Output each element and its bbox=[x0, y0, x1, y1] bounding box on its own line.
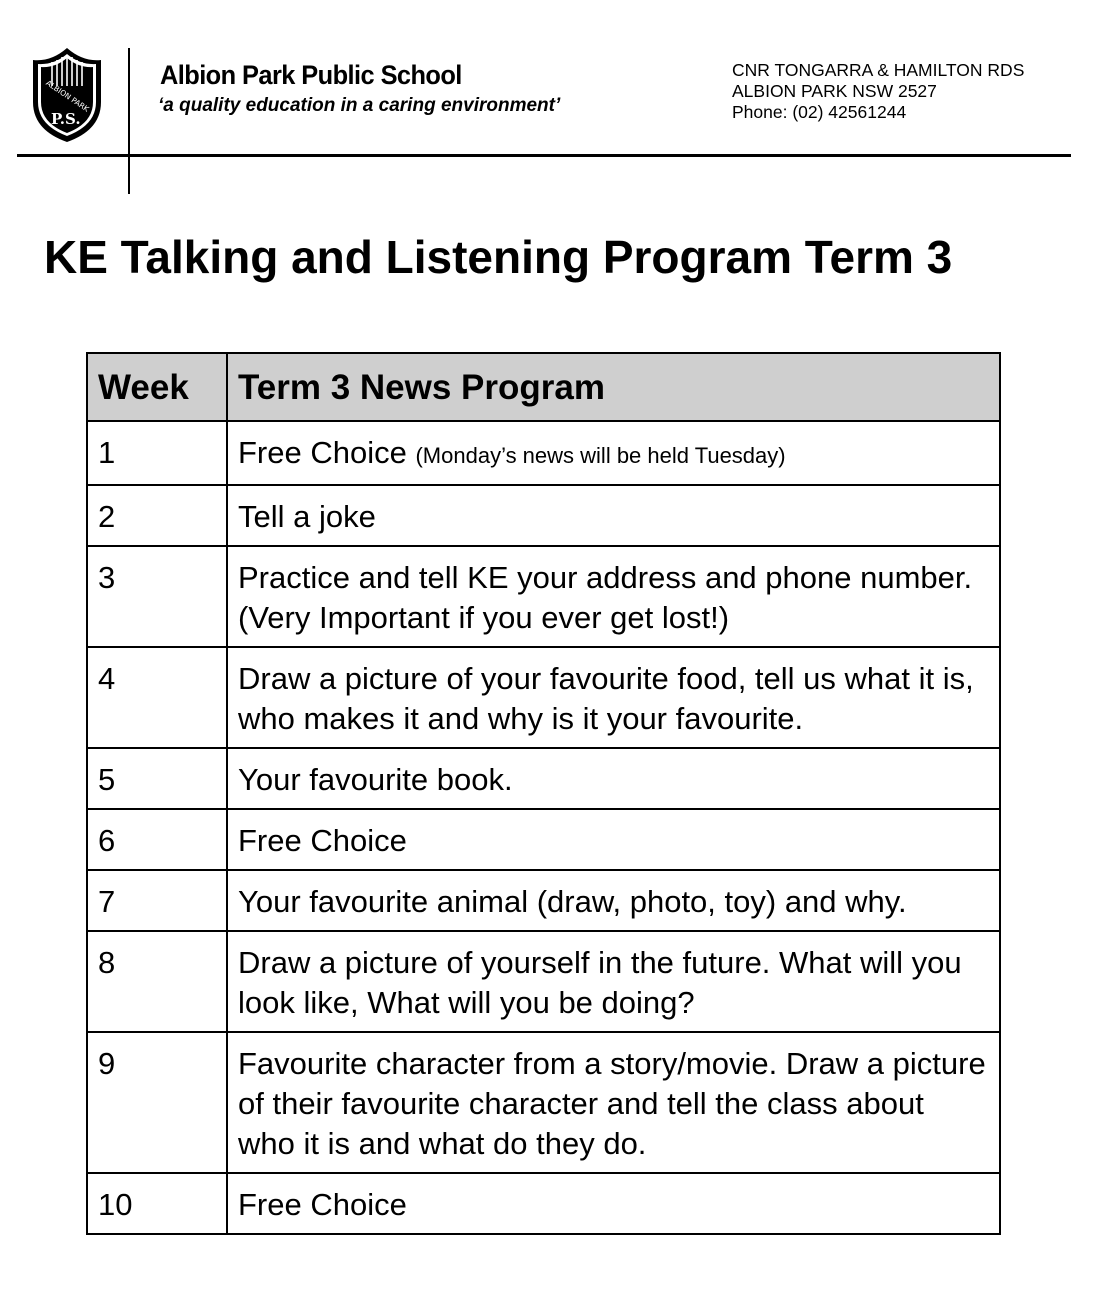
table-row bbox=[87, 931, 1000, 1032]
week-number: 4 bbox=[87, 647, 227, 748]
program-text: Practice and tell KE your address and phone number. (Very Important if you ever get lost!) bbox=[227, 546, 1000, 647]
program-text-main: Free Choice bbox=[238, 435, 407, 470]
table-row bbox=[87, 485, 1000, 546]
week-number: 2 bbox=[87, 485, 227, 546]
phone-line: Phone: (02) 42561244 bbox=[732, 102, 907, 122]
week-number: 8 bbox=[87, 931, 227, 1032]
program-text: Free Choice bbox=[227, 809, 1000, 870]
program-text: Draw a picture of your favourite food, tell us what it is, who makes it and why is it your favourite. bbox=[227, 647, 1000, 748]
news-program-table bbox=[86, 352, 1001, 1235]
table-header-row bbox=[87, 353, 1000, 421]
program-text: Favourite character from a story/movie. Draw a picture of their favourite character and tell the class about who it is and what do they do. bbox=[227, 1032, 1000, 1173]
week-number: 5 bbox=[87, 748, 227, 809]
table-row bbox=[87, 1032, 1000, 1173]
table-row bbox=[87, 809, 1000, 870]
program-text: Your favourite book. bbox=[227, 748, 1000, 809]
program-text: Draw a picture of yourself in the future. What will you look like, What will you be doing? bbox=[227, 931, 1000, 1032]
program-note: (Monday’s news will be held Tuesday) bbox=[415, 443, 786, 468]
school-name: Albion Park Public School bbox=[160, 60, 462, 90]
program-column-header: Term 3 News Program bbox=[227, 353, 1000, 421]
school-crest-icon bbox=[27, 46, 107, 144]
address-line: CNR TONGARRA & HAMILTON RDS bbox=[732, 60, 1025, 80]
school-motto: ‘a quality education in a caring environment’ bbox=[158, 95, 561, 116]
svg-text:P.S.: P.S. bbox=[51, 110, 81, 128]
page-title: KE Talking and Listening Program Term 3 bbox=[44, 231, 953, 283]
table-row bbox=[87, 1173, 1000, 1234]
table-row bbox=[87, 647, 1000, 748]
address-line: ALBION PARK NSW 2527 bbox=[732, 81, 937, 101]
week-number: 7 bbox=[87, 870, 227, 931]
table-row bbox=[87, 748, 1000, 809]
program-text: Free Choice bbox=[227, 1173, 1000, 1234]
svg-text:ALBION PARK: ALBION PARK bbox=[44, 78, 91, 114]
table-row bbox=[87, 421, 1000, 485]
week-column-header: Week bbox=[87, 353, 227, 421]
week-number: 6 bbox=[87, 809, 227, 870]
week-number: 1 bbox=[87, 421, 227, 485]
week-number: 10 bbox=[87, 1173, 227, 1234]
header-divider-horizontal bbox=[17, 154, 1071, 157]
week-number: 9 bbox=[87, 1032, 227, 1173]
table-row bbox=[87, 546, 1000, 647]
school-address bbox=[732, 60, 1024, 123]
letterhead bbox=[0, 0, 1100, 200]
program-text bbox=[227, 421, 1000, 485]
program-text: Your favourite animal (draw, photo, toy) and why. bbox=[227, 870, 1000, 931]
table-row bbox=[87, 870, 1000, 931]
header-divider-vertical bbox=[128, 48, 130, 194]
program-text: Tell a joke bbox=[227, 485, 1000, 546]
week-number: 3 bbox=[87, 546, 227, 647]
